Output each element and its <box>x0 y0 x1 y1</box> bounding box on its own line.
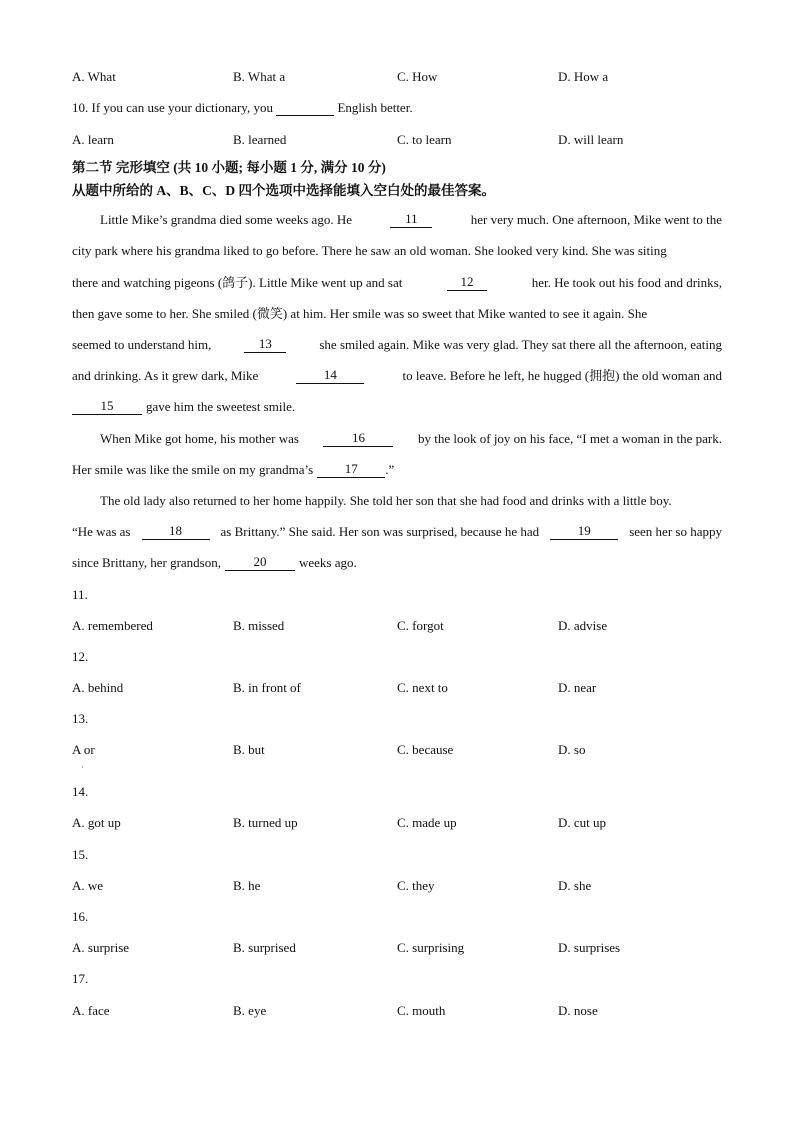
passage-line <box>72 462 722 478</box>
q17-option-d: D. nose <box>558 1003 598 1018</box>
passage-text: weeks ago. <box>298 555 357 570</box>
passage-text: then gave some to her. She smiled (微笑) at him. Her smile was so sweet that Mike wanted to see it again. She <box>72 306 648 321</box>
q9-option-a: A. What <box>72 69 116 84</box>
question-number: 12. <box>72 649 89 664</box>
question-number: 13. <box>72 711 89 726</box>
passage-text: as Brittany.” She said. Her son was surprised, because he had <box>220 524 540 539</box>
passage-line <box>72 337 722 353</box>
q14-option-b: B. turned up <box>233 815 298 830</box>
passage-line <box>72 399 722 415</box>
passage-text: gave him the sweetest smile. <box>146 399 296 414</box>
blank-20: 20 <box>225 555 295 571</box>
passage-line <box>72 524 722 540</box>
passage-text: Her smile was like the smile on my grandma’s <box>72 462 314 477</box>
passage-text: and drinking. As it grew dark, Mike <box>72 368 259 383</box>
question-number: 11. <box>72 587 88 602</box>
q9-option-d: D. How a <box>558 69 609 84</box>
passage-text: .” <box>385 462 395 477</box>
passage-line <box>100 431 722 447</box>
q13-option-c: C. because <box>397 742 454 757</box>
q15-option-c: C. they <box>397 878 435 893</box>
passage-text: “He was as <box>72 524 131 539</box>
q12-option-b: B. in front of <box>233 680 301 695</box>
blank-16: 16 <box>323 431 393 447</box>
passage-text: her. He took out his food and drinks, <box>531 275 722 290</box>
question-number: 14. <box>72 784 89 799</box>
q16-option-c: C. surprising <box>397 940 465 955</box>
passage-text: she smiled again. Mike was very glad. They sat there all the afternoon, eating <box>319 337 722 352</box>
q12-option-c: C. next to <box>397 680 448 695</box>
passage-line <box>100 212 722 228</box>
passage-line <box>72 243 722 259</box>
q11-option-b: B. missed <box>233 618 285 633</box>
passage-line <box>100 493 722 509</box>
q14-option-d: D. cut up <box>558 815 607 830</box>
passage-text: city park where his grandma liked to go before. There he saw an old woman. She looked very kind. She was siting <box>72 243 667 258</box>
q10-stem-before: 10. If you can use your dictionary, you <box>72 100 273 115</box>
passage-line <box>72 306 722 322</box>
question-number: 15. <box>72 847 89 862</box>
q14-option-a: A. got up <box>72 815 121 830</box>
q14-option-c: C. made up <box>397 815 457 830</box>
passage-text: to leave. Before he left, he hugged (拥抱) the old woman and <box>402 368 722 383</box>
blank-17: 17 <box>317 462 385 478</box>
blank-12: 12 <box>447 275 487 291</box>
passage-text: When Mike got home, his mother was <box>100 431 299 446</box>
q10-option-c: C. to learn <box>397 132 452 147</box>
q9-option-c: C. How <box>397 69 438 84</box>
q10-blank <box>276 101 334 116</box>
q11-option-a: A. remembered <box>72 618 153 633</box>
q15-option-d: D. she <box>558 878 592 893</box>
q10-option-d: D. will learn <box>558 132 624 147</box>
passage-text: her very much. One afternoon, Mike went to the <box>470 212 722 227</box>
section-title: 第二节 完形填空 (共 10 小题; 每小题 1 分, 满分 10 分) <box>72 160 386 175</box>
q10-stem-after: English better. <box>337 100 413 115</box>
q11-option-d: D. advise <box>558 618 608 633</box>
blank-18: 18 <box>142 524 210 540</box>
passage-text: by the look of joy on his face, “I met a woman in the park. <box>418 431 722 446</box>
q10-option-b: B. learned <box>233 132 287 147</box>
passage-text: seen her so happy <box>629 524 722 539</box>
blank-11: 11 <box>390 212 432 228</box>
passage-text: The old lady also returned to her home happily. She told her son that she had food and drinks with a little boy. <box>100 493 672 508</box>
q16-option-d: D. surprises <box>558 940 621 955</box>
q13-option-d: D. so <box>558 742 586 757</box>
blank-14: 14 <box>296 368 364 384</box>
stray-dot: · <box>81 763 84 772</box>
q12-option-d: D. near <box>558 680 597 695</box>
section-instruction: 从题中所给的 A、B、C、D 四个选项中选择能填入空白处的最佳答案。 <box>72 183 496 198</box>
passage-text: there and watching pigeons (鸽子). Little Mike went up and sat <box>72 275 403 290</box>
passage-line <box>72 275 722 291</box>
q10-stem <box>72 100 413 116</box>
q17-option-c: C. mouth <box>397 1003 446 1018</box>
q17-option-a: A. face <box>72 1003 110 1018</box>
passage-line <box>72 555 722 571</box>
passage-text: seemed to understand him, <box>72 337 212 352</box>
q16-option-a: A. surprise <box>72 940 130 955</box>
q13-option-a: A or <box>72 742 95 757</box>
passage-line <box>72 368 722 384</box>
q10-option-a: A. learn <box>72 132 114 147</box>
q16-option-b: B. surprised <box>233 940 296 955</box>
passage-text: since Brittany, her grandson, <box>72 555 221 570</box>
q15-option-b: B. he <box>233 878 261 893</box>
blank-19: 19 <box>550 524 618 540</box>
q12-option-a: A. behind <box>72 680 124 695</box>
blank-13: 13 <box>244 337 286 353</box>
passage-text: Little Mike’s grandma died some weeks ago. He <box>100 212 352 227</box>
question-number: 16. <box>72 909 89 924</box>
q15-option-a: A. we <box>72 878 104 893</box>
blank-15: 15 <box>72 399 142 415</box>
q13-option-b: B. but <box>233 742 265 757</box>
q11-option-c: C. forgot <box>397 618 444 633</box>
q9-option-b: B. What a <box>233 69 286 84</box>
question-number: 17. <box>72 971 89 986</box>
q17-option-b: B. eye <box>233 1003 267 1018</box>
